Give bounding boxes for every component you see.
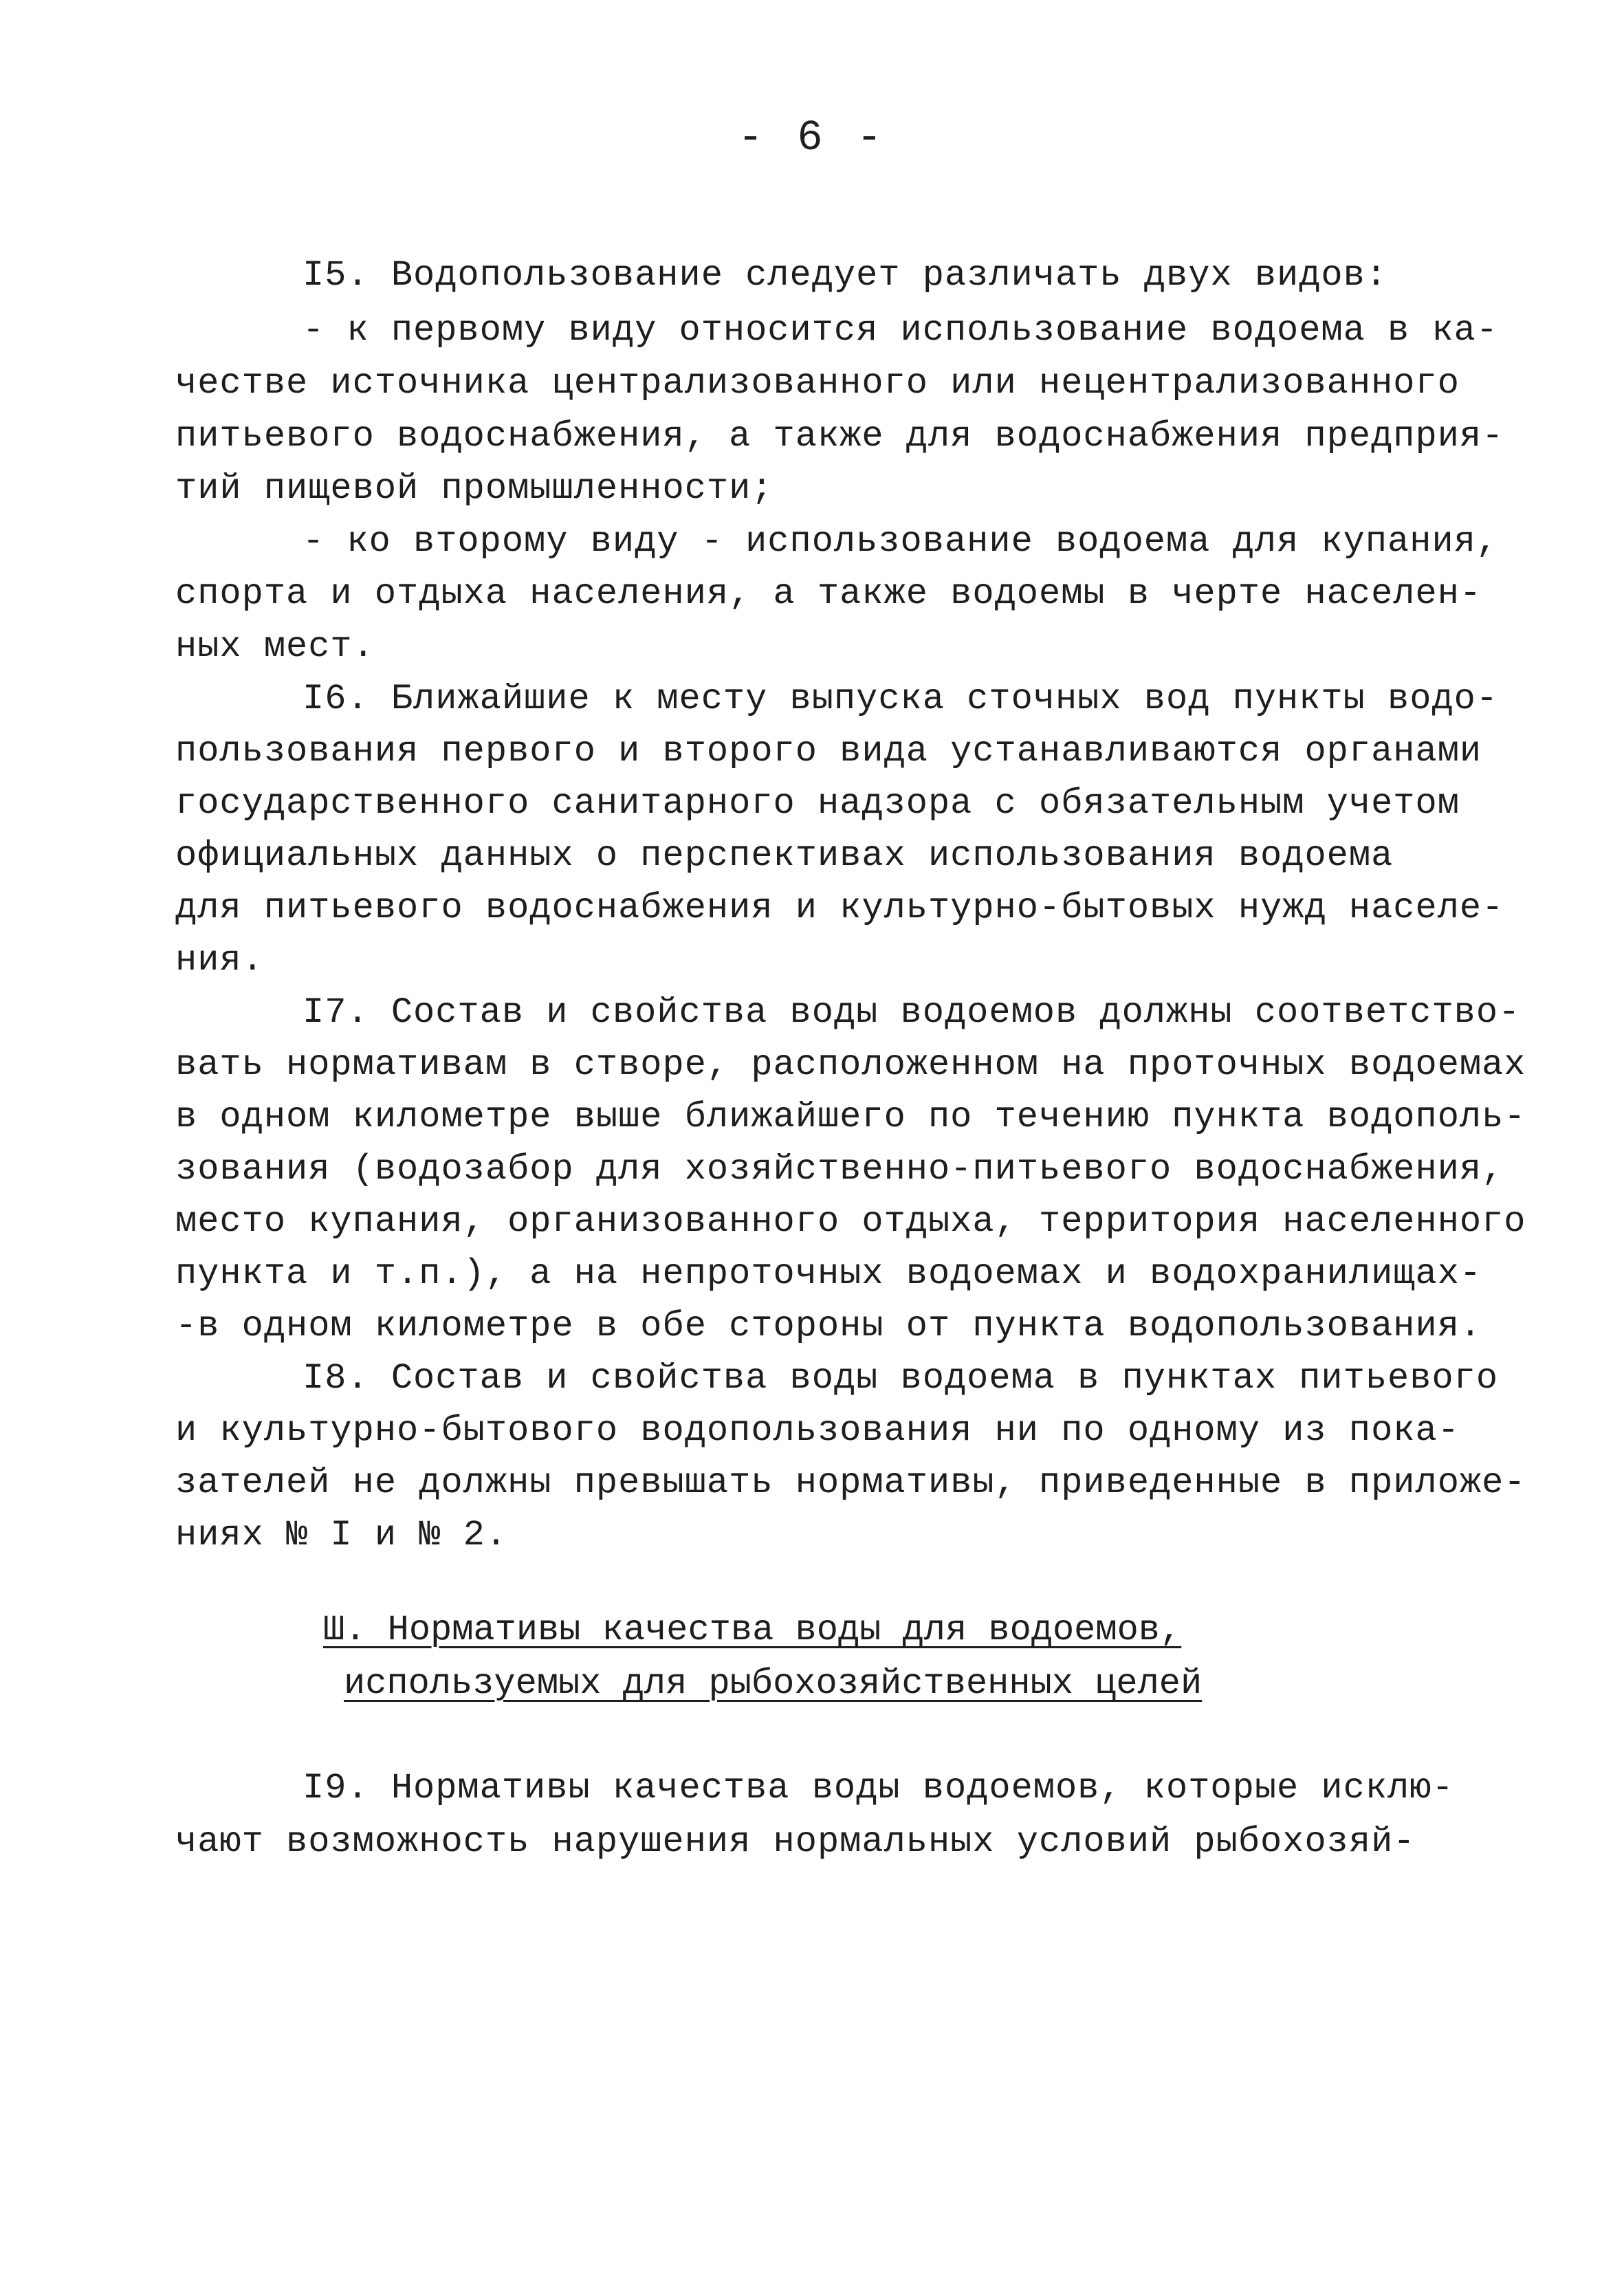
paragraph-15-line: - ко второму виду - использование водоема для купания, (303, 521, 1499, 562)
paragraph-15-line: - к первому виду относится использование водоема в ка- (303, 310, 1499, 351)
paragraph-15-line: ных мест. (175, 626, 375, 667)
paragraph-15-line: питьевого водоснабжения, а также для водоснабжения предприя- (175, 416, 1504, 457)
paragraph-17-line: зования (водозабор для хозяйственно-питьевого водоснабжения, (175, 1149, 1504, 1190)
paragraph-15-line: I5. Водопользование следует различать двух видов: (303, 255, 1388, 296)
paragraph-17-line: место купания, организованного отдыха, территория населенного (175, 1201, 1526, 1242)
paragraph-16-line: официальных данных о перспективах использования водоема (175, 835, 1394, 876)
paragraph-15-line: тий пищевой промышленности; (175, 468, 773, 509)
paragraph-17-line: вать нормативам в створе, расположенном на проточных водоемах (175, 1045, 1526, 1085)
paragraph-16-line: ния. (175, 940, 264, 981)
paragraph-16-line: для питьевого водоснабжения и культурно-бытовых нужд населе- (175, 888, 1504, 928)
paragraph-18-line: и культурно-бытового водопользования ни по одному из пока- (175, 1410, 1460, 1451)
section-heading: Ш. Нормативы качества воды для водоемов, (323, 1610, 1182, 1650)
paragraph-19-line: I9. Нормативы качества воды водоемов, которые исклю- (303, 1768, 1454, 1808)
paragraph-17-line: I7. Состав и свойства воды водоемов должны соответство- (303, 992, 1521, 1033)
section-heading: используемых для рыбохозяйственных целей (344, 1663, 1203, 1704)
paragraph-17-line: -в одном километре в обе стороны от пункта водопользования. (175, 1306, 1482, 1346)
paragraph-18-line: зателей не должны превышать нормативы, приведенные в приложе- (175, 1463, 1526, 1503)
paragraph-15-line: честве источника централизованного или нецентрализованного (175, 363, 1460, 404)
paragraph-17-line: пункта и т.п.), а на непроточных водоемах и водохранилищах- (175, 1254, 1482, 1294)
paragraph-18-line: ниях № I и № 2. (175, 1515, 508, 1555)
paragraph-18-line: I8. Состав и свойства воды водоема в пунктах питьевого (303, 1358, 1499, 1399)
paragraph-15-line: спорта и отдыха населения, а также водоемы в черте населен- (175, 573, 1482, 614)
paragraph-16-line: пользования первого и второго вида устанавливаются органами (175, 731, 1482, 772)
paragraph-16-line: I6. Ближайшие к месту выпуска сточных вод пункты водо- (303, 679, 1499, 719)
page-number: - 6 - (737, 113, 887, 162)
paragraph-17-line: в одном километре выше ближайшего по течению пункта водополь- (175, 1097, 1526, 1137)
paragraph-19-line: чают возможность нарушения нормальных условий рыбохозяй- (175, 1822, 1416, 1862)
paragraph-16-line: государственного санитарного надзора с обязательным учетом (175, 783, 1460, 824)
